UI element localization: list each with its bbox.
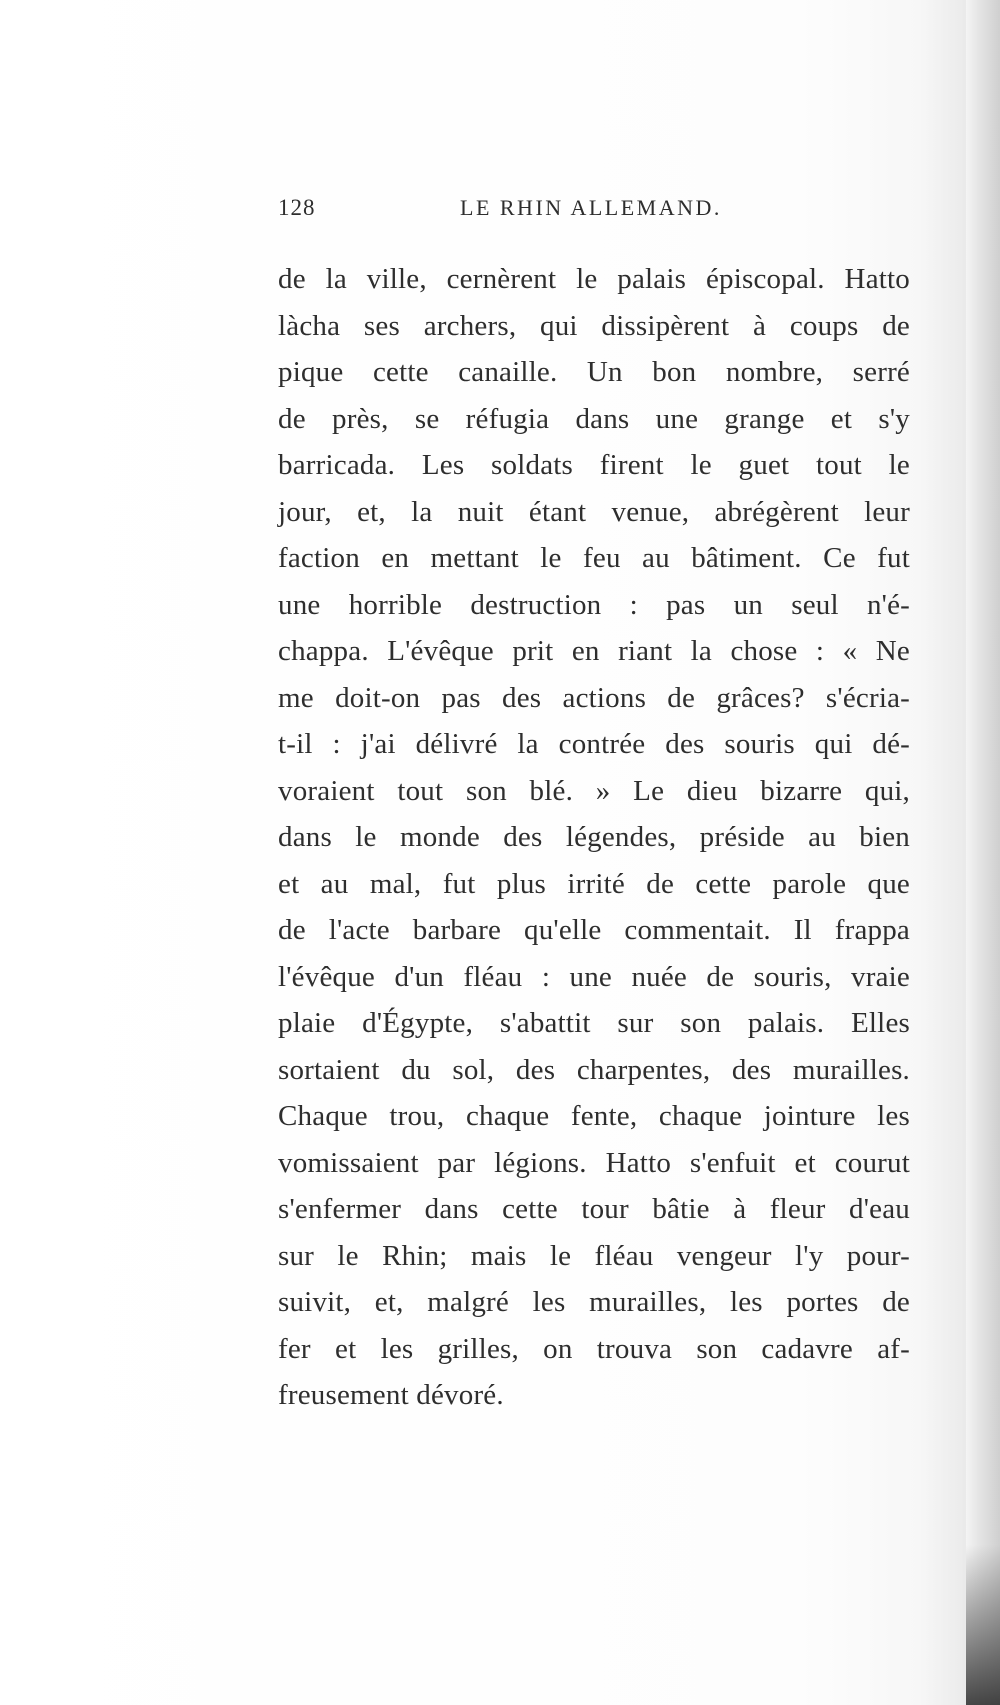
text-line: pique cette canaille. Un bon nombre, serré <box>278 356 910 388</box>
running-title: LE RHIN ALLEMAND. <box>460 195 722 220</box>
text-line: voraient tout son blé. » Le dieu bizarre qui, <box>278 774 910 807</box>
text-line: Chaque trou, chaque fente, chaque jointure les <box>278 1100 910 1132</box>
text-line: chappa. L'évêque prit en riant la chose : « Ne <box>278 635 910 667</box>
text-line: làcha ses archers, qui dissipèrent à coups de <box>278 309 910 342</box>
text-line: fer et les grilles, on trouva son cadavre af- <box>278 1332 910 1365</box>
text-line: plaie d'Égypte, s'abattit sur son palais. Elles <box>278 1007 910 1039</box>
text-line: me doit-on pas des actions de grâces? s'écria- <box>278 681 910 714</box>
page-header <box>278 195 738 235</box>
text-line: dans le monde des légendes, préside au bien <box>278 821 910 853</box>
text-line: suivit, et, malgré les murailles, les portes de <box>278 1286 910 1318</box>
text-line: s'enfermer dans cette tour bâtie à fleur d'eau <box>278 1193 910 1225</box>
text-line: t-il : j'ai délivré la contrée des souris qui dé- <box>278 728 910 760</box>
text-line: sortaient du sol, des charpentes, des murailles. <box>278 1053 910 1086</box>
text-line-final: freusement dévoré. <box>278 1379 504 1411</box>
text-line: et au mal, fut plus irrité de cette parole que <box>278 867 910 900</box>
text-line: jour, et, la nuit étant venue, abrégèrent leur <box>278 495 910 528</box>
text-line: l'évêque d'un fléau : une nuée de souris, vraie <box>278 960 910 993</box>
page-corner-shadow <box>966 1545 1000 1705</box>
text-line: vomissaient par légions. Hatto s'enfuit et courut <box>278 1146 910 1179</box>
text-line: sur le Rhin; mais le fléau vengeur l'y pour- <box>278 1239 910 1272</box>
page-number: 128 <box>278 195 316 220</box>
text-line: une horrible destruction : pas un seul n'é- <box>278 588 910 621</box>
body-text <box>278 256 910 1419</box>
text-line: de près, se réfugia dans une grange et s'y <box>278 402 910 435</box>
page-gutter-shadow <box>966 0 1000 1705</box>
text-line: de la ville, cernèrent le palais épiscopal. Hatto <box>278 263 910 295</box>
text-line: barricada. Les soldats firent le guet tout le <box>278 449 910 481</box>
text-line: faction en mettant le feu au bâtiment. Ce fut <box>278 542 910 574</box>
text-line: de l'acte barbare qu'elle commentait. Il frappa <box>278 914 910 946</box>
